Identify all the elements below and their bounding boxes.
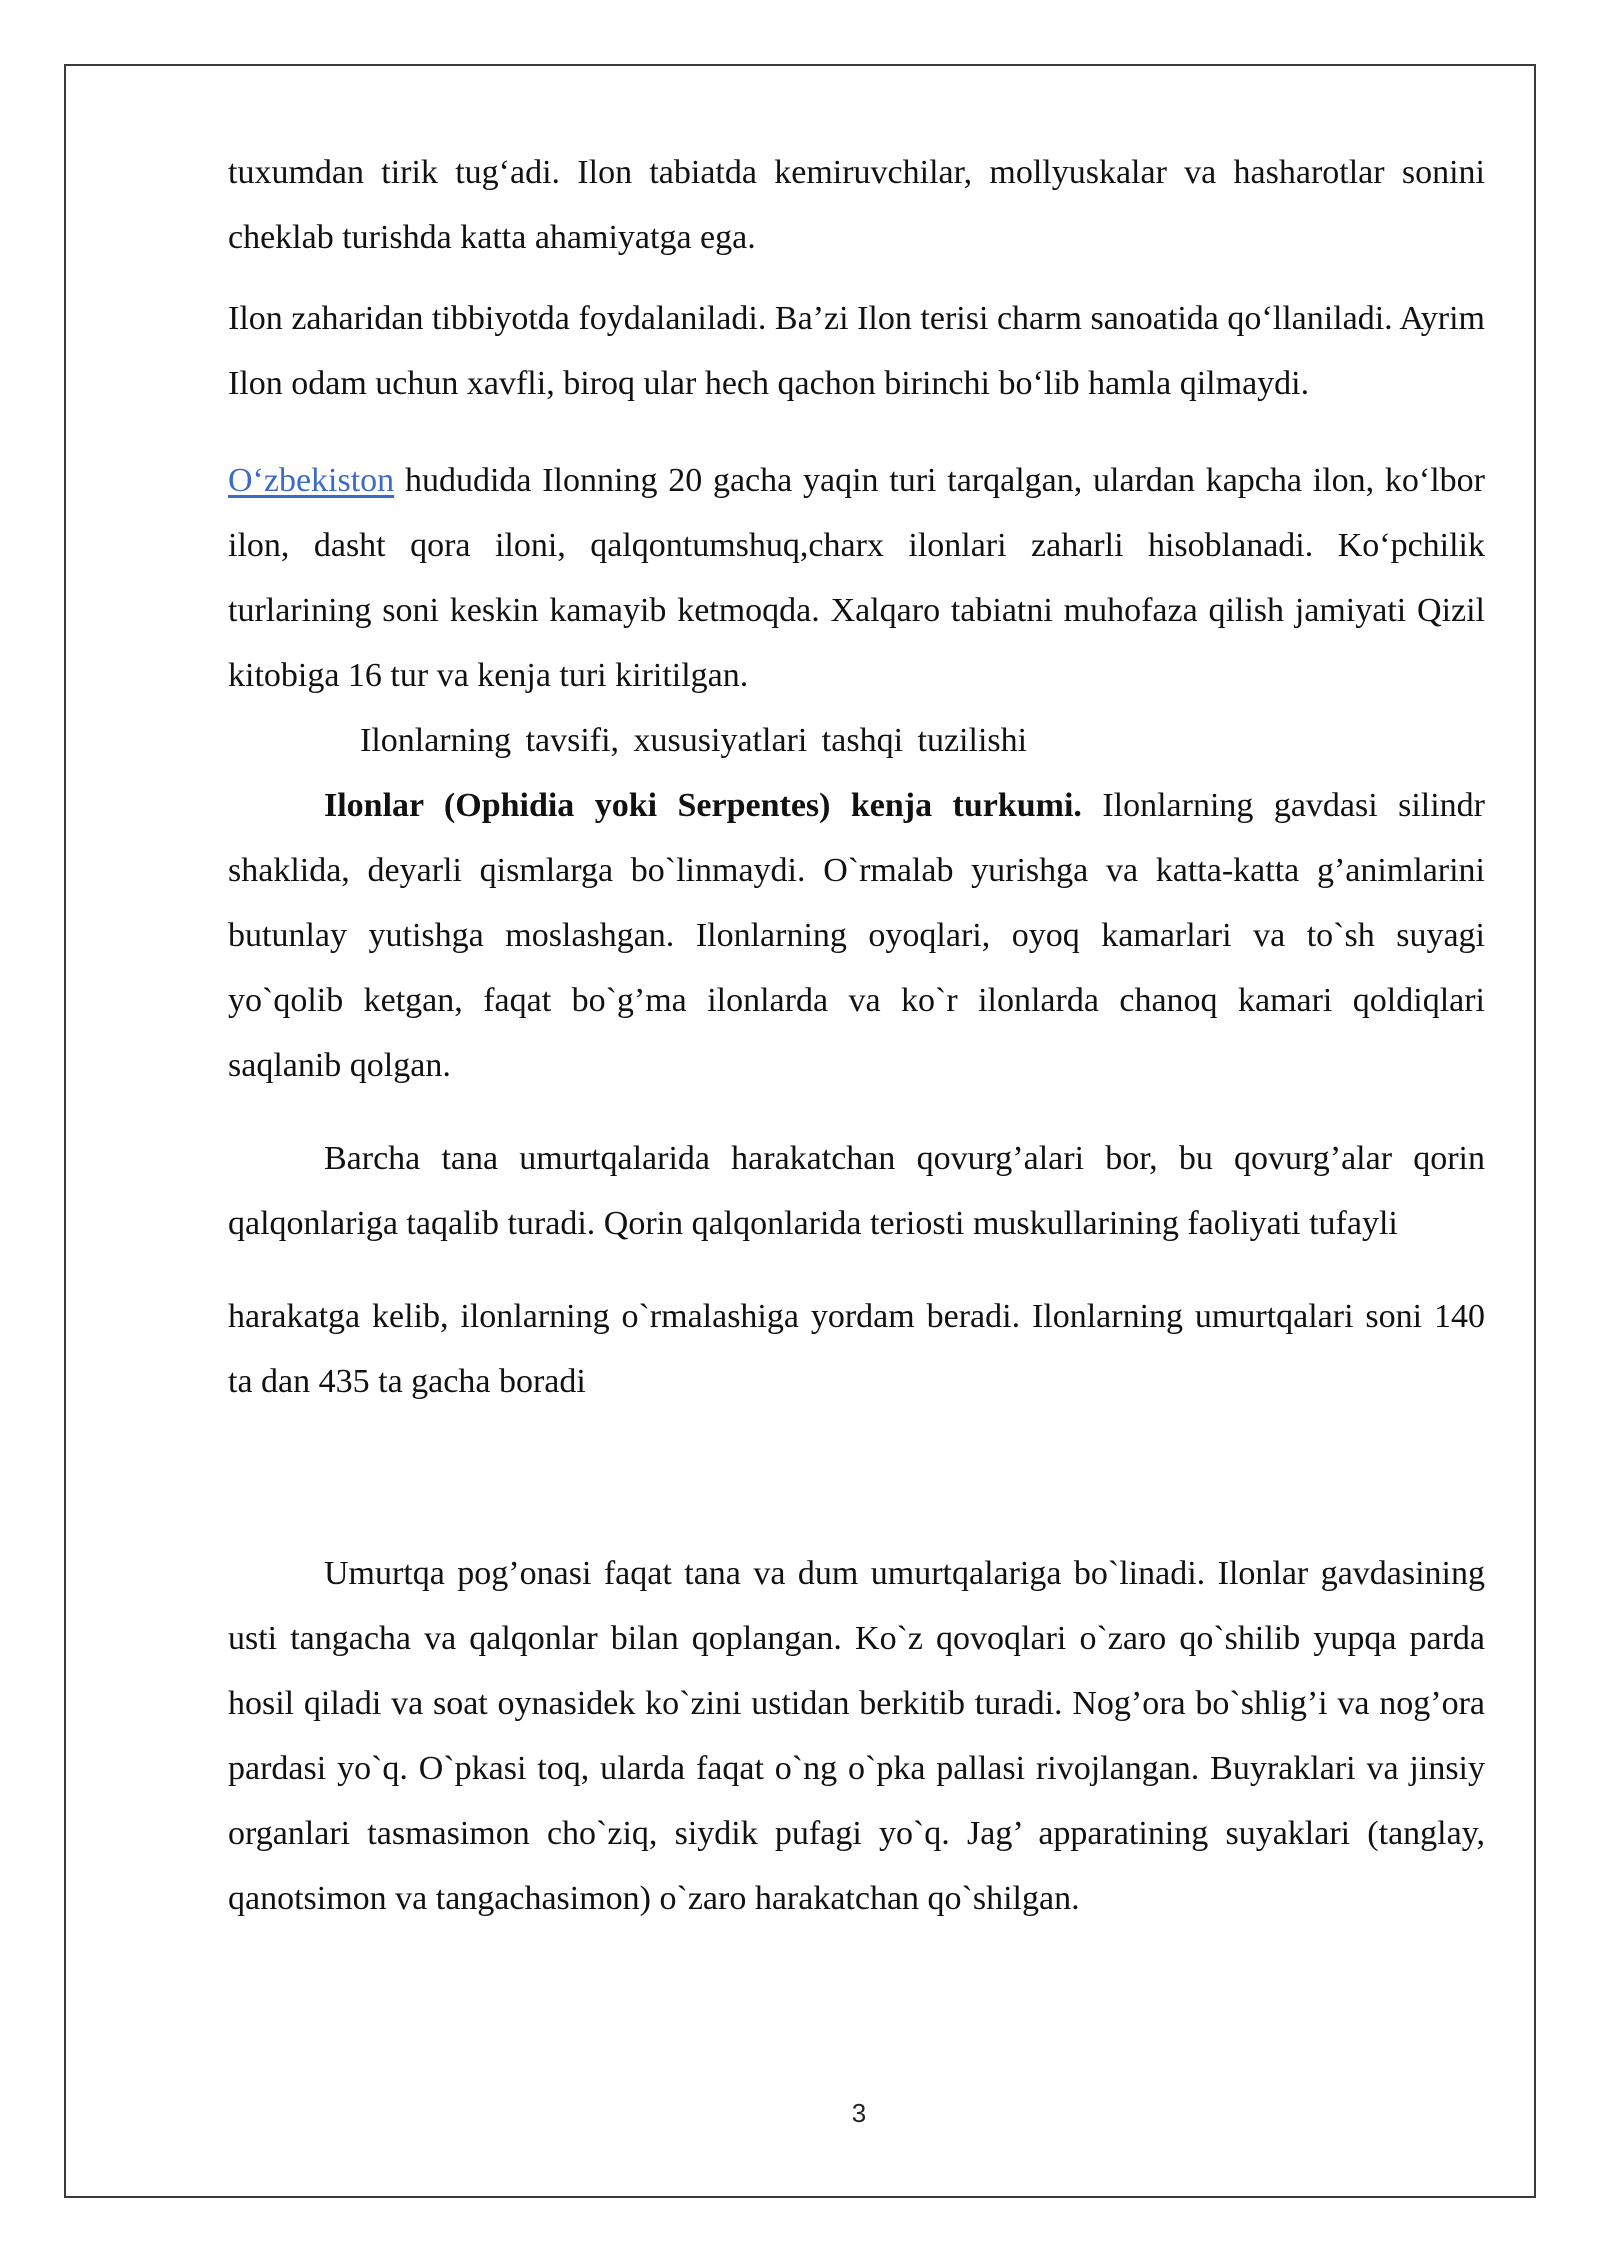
- paragraph-7: Umurtqa pog’onasi faqat tana va dum umurtqalariga bo`linadi. Ilonlar gavdasining usti tangacha va qalqonlar bilan qoplangan. Ko`z qovoqlari o`zaro qo`shilib yupqa parda hosil qiladi va soat oynasidek ko`zini ustidan berkitib turadi. Nog’ora bo`shlig’i va nog’ora pardasi yo`q. O`pkasi toq, ularda faqat o`ng o`pka pallasi rivojlangan. Buyraklari va jinsiy organlari tasmasimon cho`ziq, siydik pufagi yo`q. Jag’ apparatining suyaklari (tanglay, qanotsimon va tangachasimon) o`zaro harakatchan qo`shilgan.: [228, 1555, 1485, 1917]
- paragraph-4-text: Ilonlarning gavdasi silindr shaklida, deyarli qismlarga bo`linmaydi. O`rmalab yurishga va katta-katta g’animlarini butunlay yutishga moslashgan. Ilonlarning oyoqlari, oyoq kamarlari va to`sh suyagi yo`qolib ketgan, faqat bo`g’ma ilonlarda va ko`r ilonlarda chanoq kamari qoldiqlari saqlanib qolgan.: [228, 787, 1485, 1084]
- paragraph-3: [228, 448, 1485, 708]
- paragraph-1: tuxumdan tirik tug‘adi. Ilon tabiatda kemiruvchilar, mollyuskalar va hasharotlar sonini cheklab turishda katta ahamiyatga ega.: [228, 154, 1485, 256]
- paragraph-6: harakatga kelib, ilonlarning o`rmalashiga yordam beradi. Ilonlarning umurtqalari soni 140 ta dan 435 ta gacha boradi: [228, 1298, 1485, 1400]
- paragraph-4: [228, 773, 1485, 1098]
- paragraph-2: Ilon zaharidan tibbiyotda foydalaniladi. Ba’zi Ilon terisi charm sanoatida qo‘llaniladi. Ayrim Ilon odam uchun xavfli, biroq ular hech qachon birinchi bo‘lib hamla qilmaydi.: [228, 300, 1485, 402]
- uzbekistan-link[interactable]: O‘zbekiston: [228, 462, 395, 499]
- paragraph-4-bold-lead: Ilonlar (Ophidia yoki Serpentes) kenja turkumi.: [324, 787, 1082, 824]
- paragraph-3-text: hududida Ilonning 20 gacha yaqin turi tarqalgan, ulardan kapcha ilon, ko‘lbor ilon, dasht qora iloni, qalqontumshuq,charx ilonlari zaharli hisoblanadi. Ko‘pchilik turlarining soni keskin kamayib ketmoqda. Xalqaro tabiatni muhofaza qilish jamiyati Qizil kitobiga 16 tur va kenja turi kiritilgan.: [228, 462, 1485, 694]
- document-body: [228, 140, 1485, 1931]
- section-heading: Ilonlarning tavsifi, xususiyatlari tashqi tuzilishi: [360, 722, 1028, 759]
- paragraph-5: Barcha tana umurtqalarida harakatchan qovurg’alari bor, bu qovurg’alar qorin qalqonlariga taqalib turadi. Qorin qalqonlarida teriosti muskullarining faoliyati tufayli: [228, 1140, 1485, 1242]
- page-number: 3: [851, 2098, 867, 2128]
